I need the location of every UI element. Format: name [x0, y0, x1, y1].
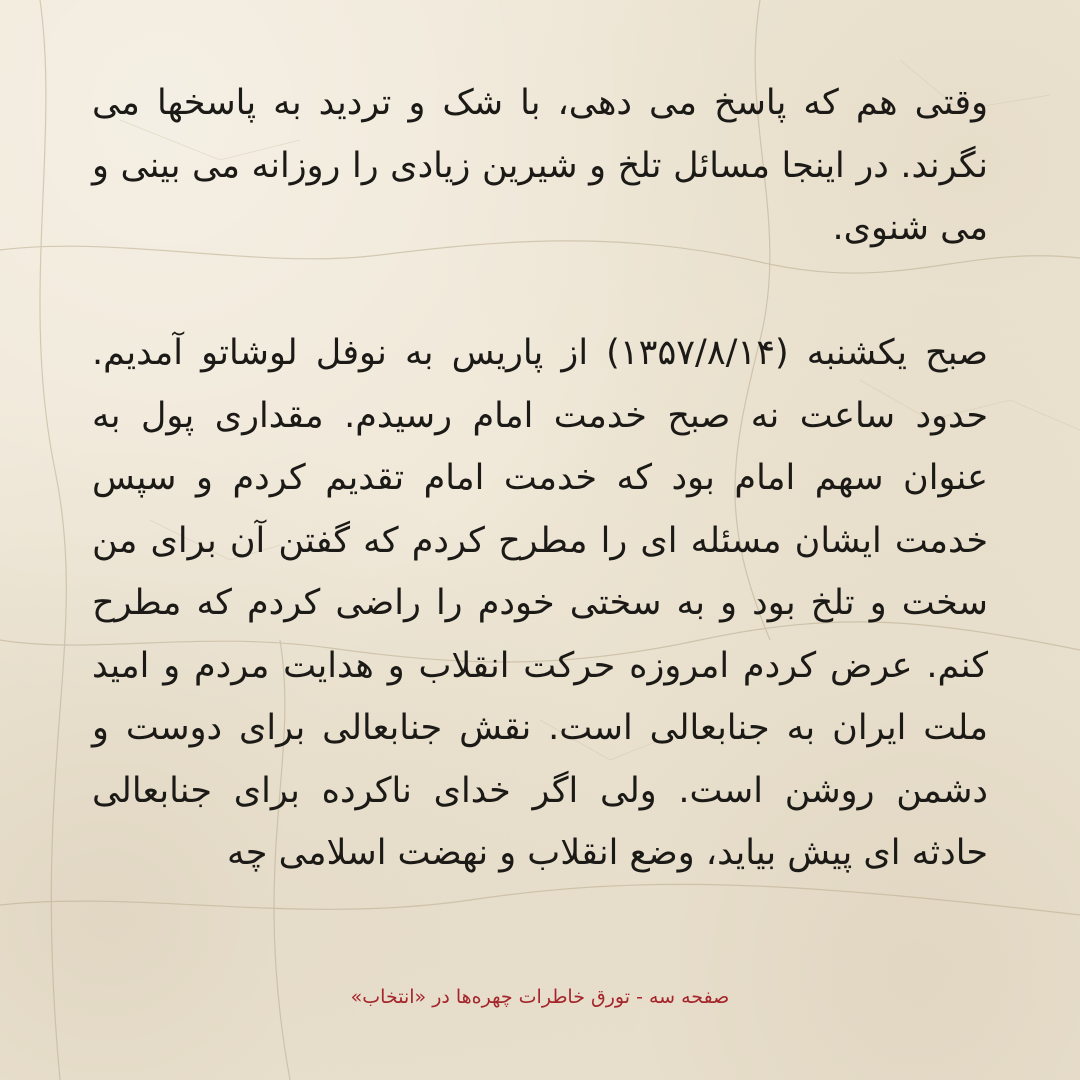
- paragraph-spacer: [92, 260, 988, 323]
- body-text: [92, 72, 988, 885]
- source-caption: صفحه سه - تورق خاطرات چهره‌ها در «انتخاب»: [350, 986, 730, 1008]
- paragraph-2: صبح یکشنبه (۱۳۵۷/۸/۱۴) از پاریس به نوفل لوشاتو آمدیم. حدود ساعت نه صبح خدمت امام رسیدم. مقداری پول به عنوان سهم امام بود که خدمت امام تقدیم کردم و سپس خدمت ایشان مسئله ای را مطرح کردم که گفتن آن برای من سخت و تلخ بود و به سختی خودم را راضی کردم که مطرح کنم. عرض کردم امروزه حرکت انقلاب و هدایت مردم و امید ملت ایران به جنابعالی است. نقش جنابعالی برای دوست و دشمن روشن است. ولی اگر خدای ناکرده برای جنابعالی حادثه ای پیش بیاید، وضع انقلاب و نهضت اسلامی چه: [92, 333, 988, 873]
- paragraph-1: وقتی هم که پاسخ می دهی، با شک و تردید به پاسخها می نگرند. در اینجا مسائل تلخ و شیرین زیادی را روزانه می بینی و می شنوی.: [92, 83, 988, 248]
